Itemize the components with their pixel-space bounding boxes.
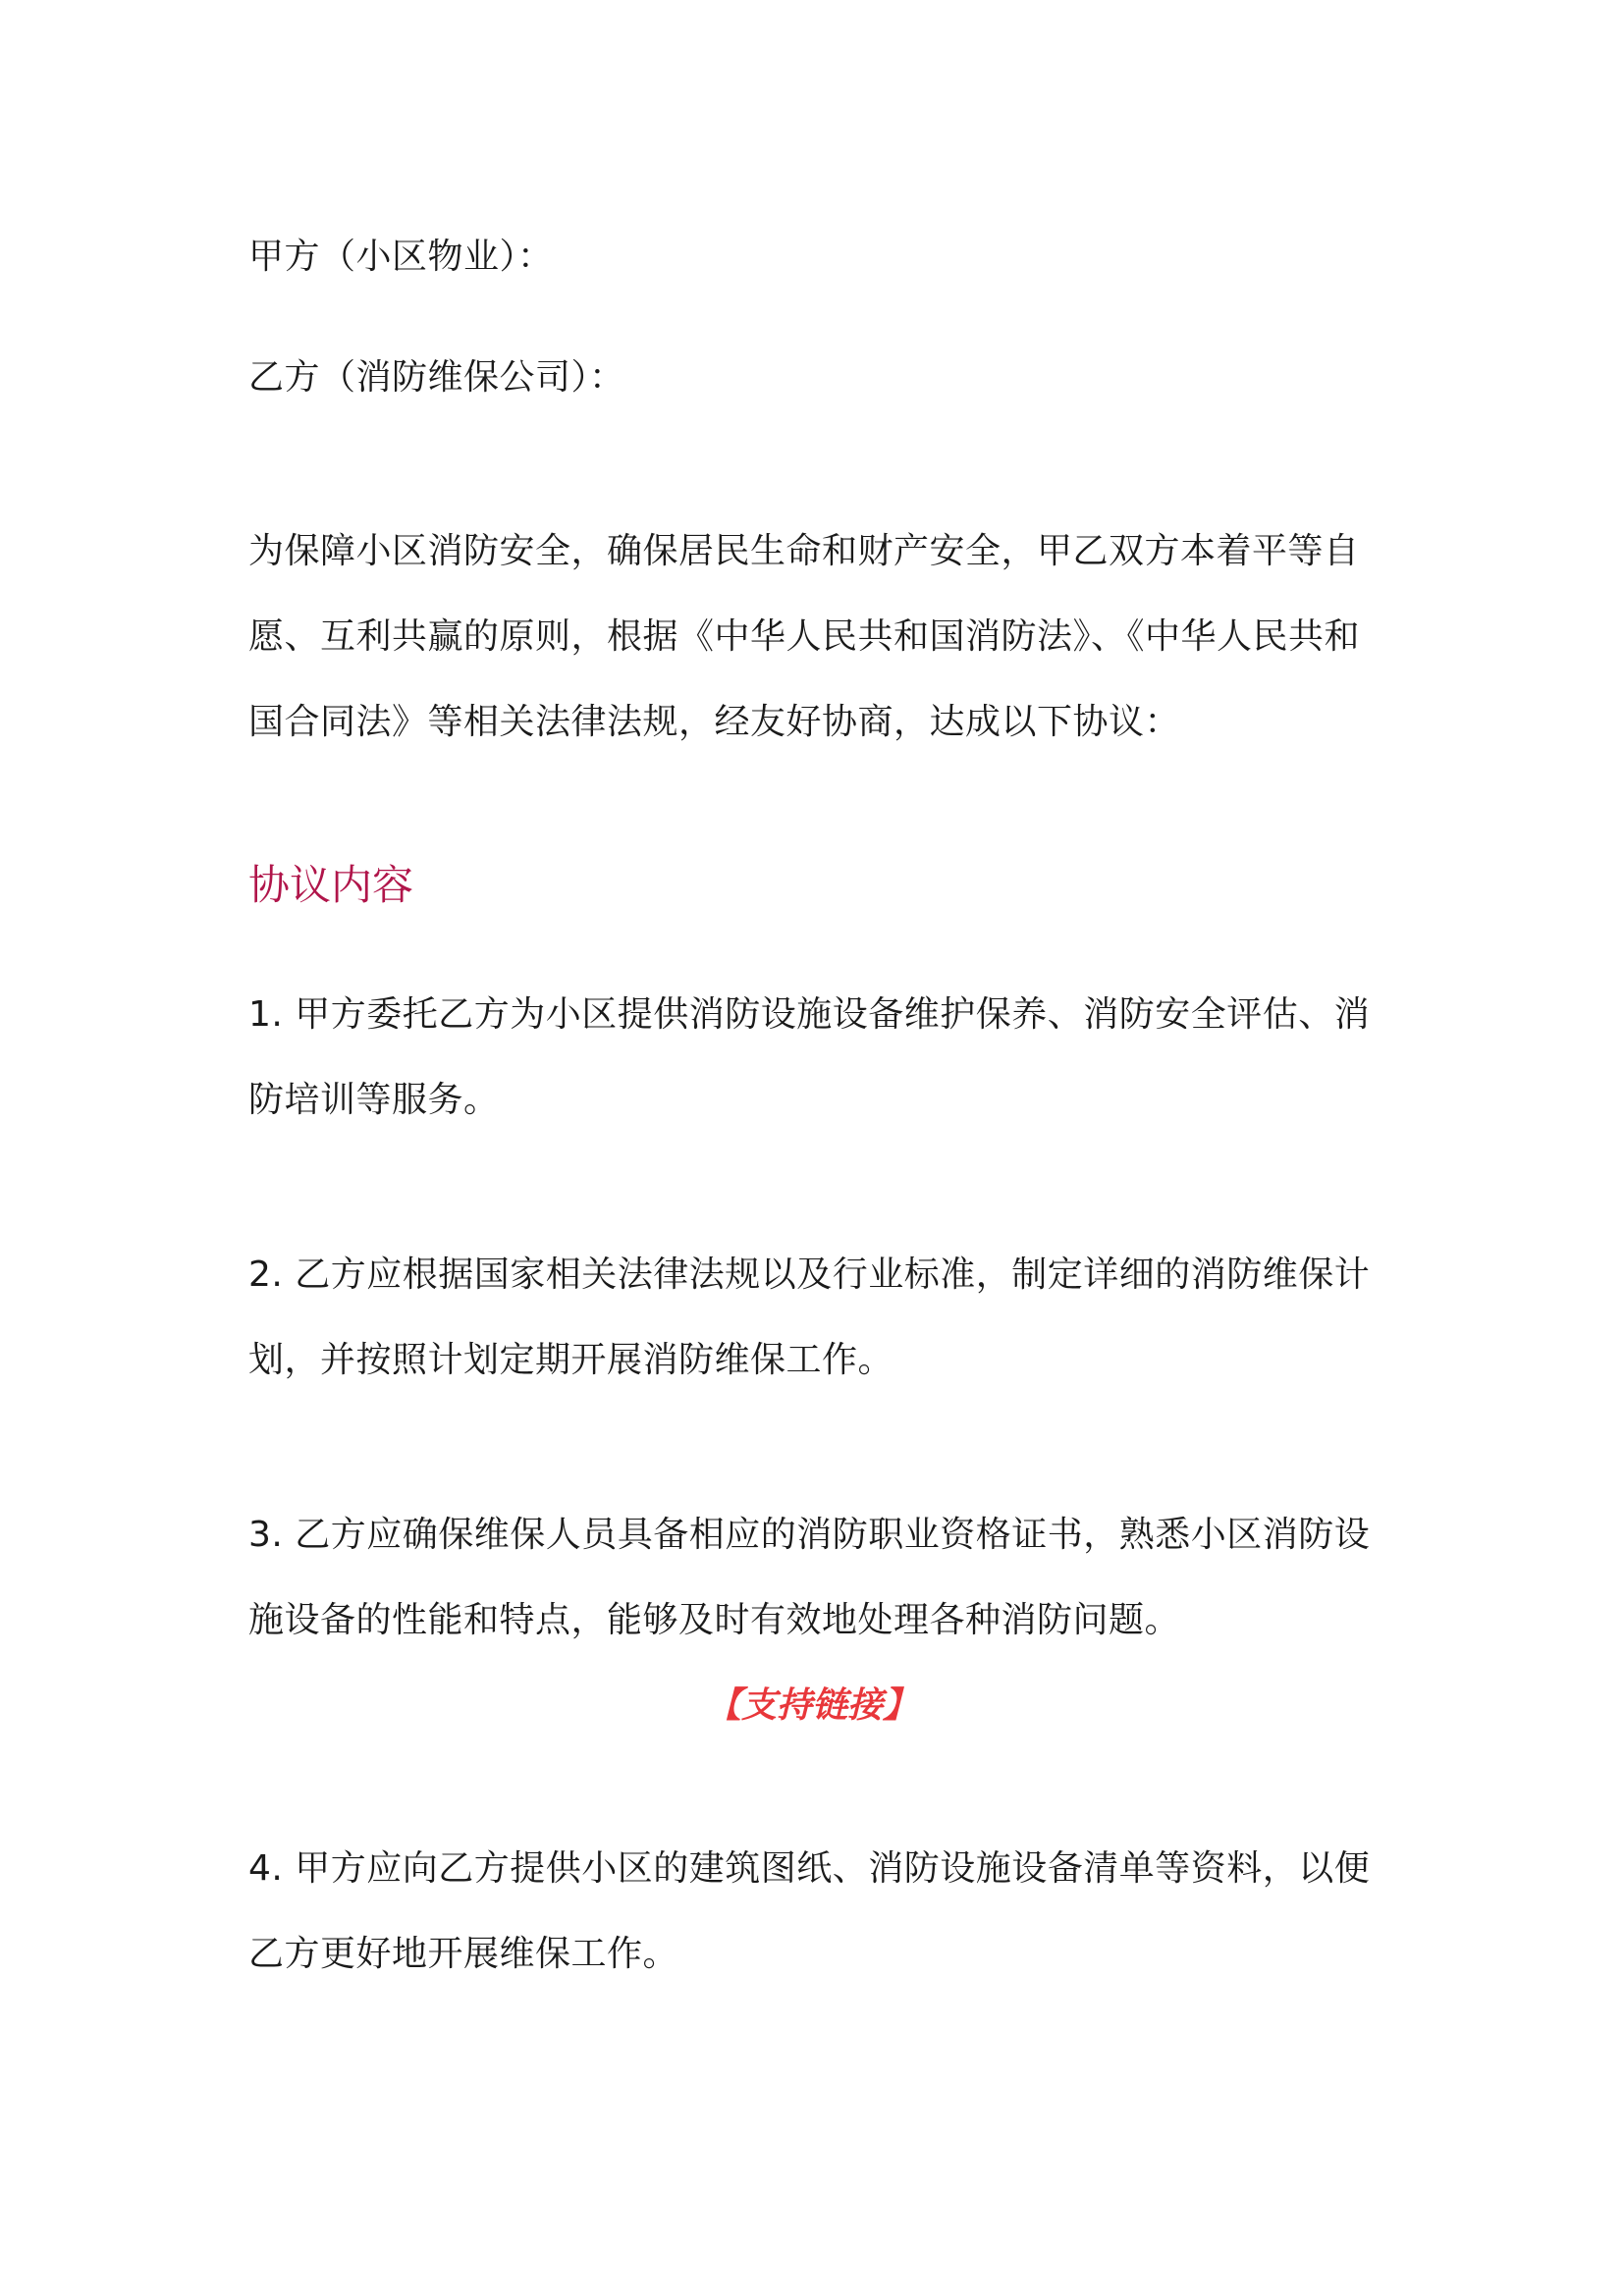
party-b-line: 乙方（消防维保公司）：: [248, 357, 625, 398]
clause-3: 3. 乙方应确保维保人员具备相应的消防职业资格证书，熟悉小区消防设施设备的性能和特点，能够及时有效地处理各种消防问题。: [248, 1515, 1371, 1640]
clause-4: 4. 甲方应向乙方提供小区的建筑图纸、消防设施设备清单等资料，以便乙方更好地开展维保工作。: [248, 1848, 1371, 1974]
support-link[interactable]: 【支持链接】: [705, 1685, 918, 1726]
clause-2: 2. 乙方应根据国家相关法律法规以及行业标准，制定详细的消防维保计划，并按照计划定期开展消防维保工作。: [248, 1255, 1371, 1380]
party-a-line: 甲方（小区物业）：: [248, 237, 554, 277]
intro-paragraph: 为保障小区消防安全，确保居民生命和财产安全，甲乙双方本着平等自愿、互利共赢的原则，根据《中华人民共和国消防法》、《中华人民共和国合同法》等相关法律法规，经友好协商，达成以下协议：: [248, 531, 1361, 742]
clause-1: 1. 甲方委托乙方为小区提供消防设施设备维护保养、消防安全评估、消防培训等服务。: [248, 994, 1371, 1120]
section-title: 协议内容: [248, 861, 414, 909]
